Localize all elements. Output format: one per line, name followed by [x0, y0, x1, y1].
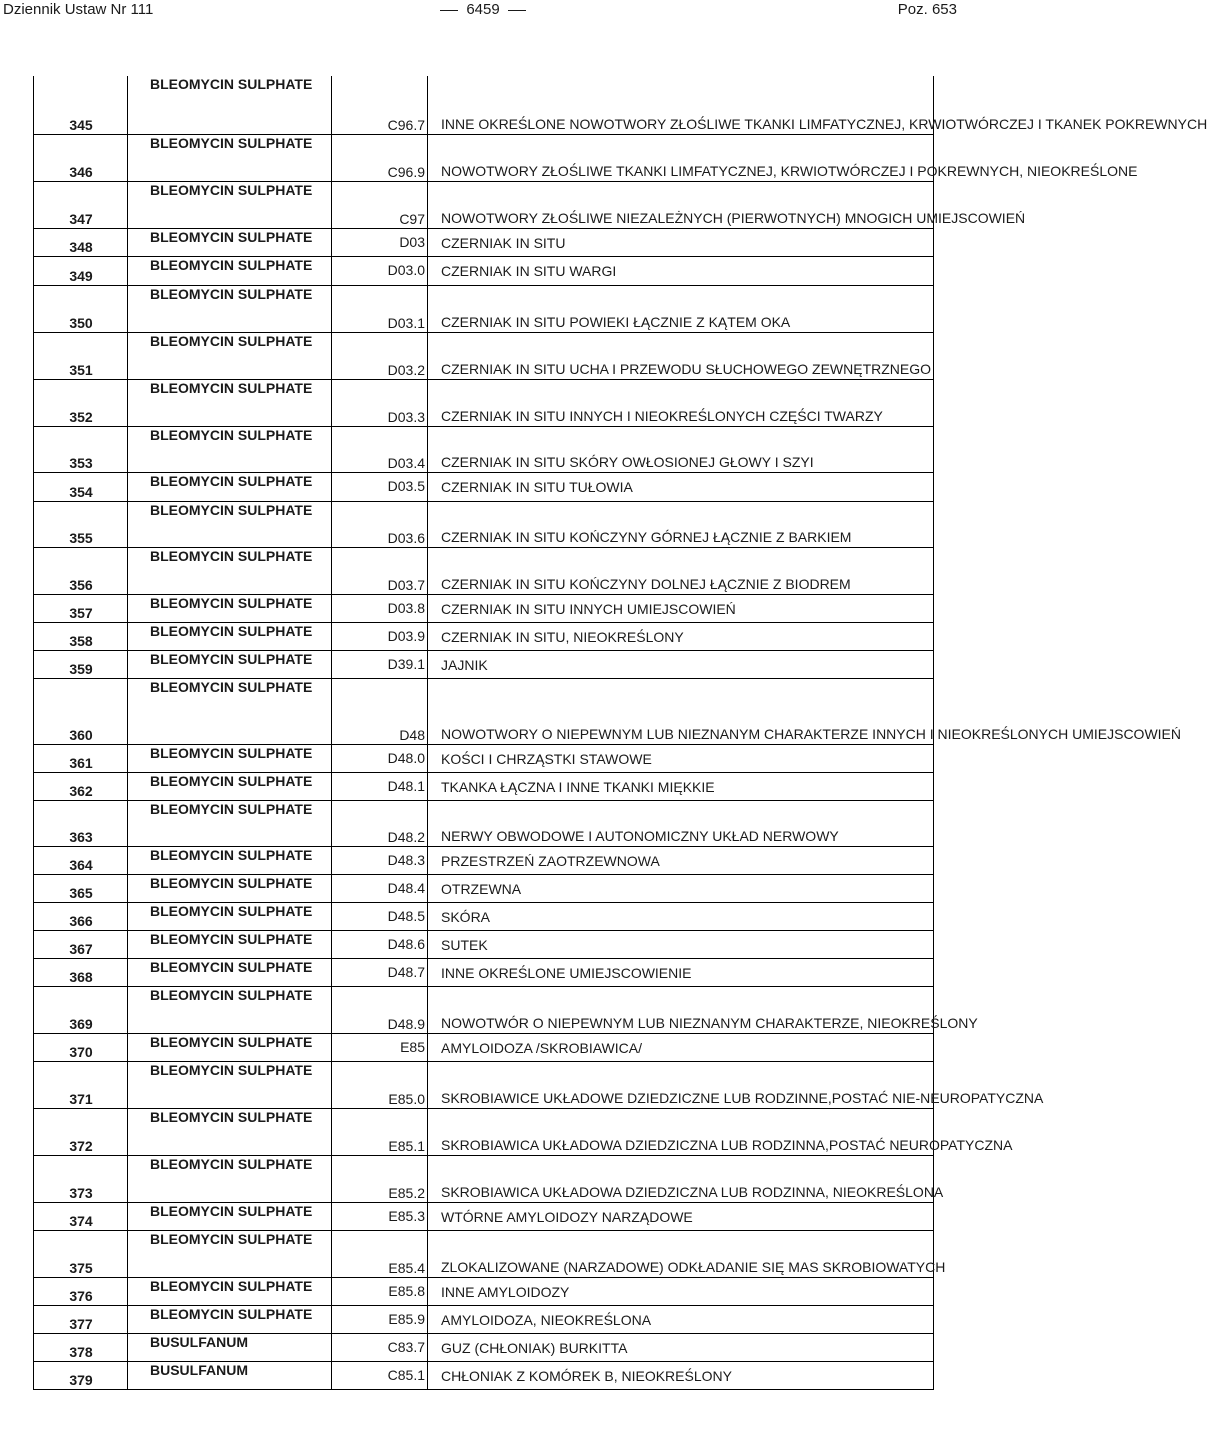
table-row [34, 651, 933, 679]
diagnosis-description: SKROBIAWICE UKŁADOWE DZIEDZICZNE LUB RODZINNE,POSTAĆ NIE-NEUROPATYCZNA [441, 1090, 1044, 1106]
icd-code: D03.5 [387, 478, 425, 494]
drug-name: BLEOMYCIN SULPHATE [150, 1278, 313, 1294]
row-number: 371 [69, 1091, 93, 1107]
diagnosis-description: NOWOTWORY O NIEPEWNYM LUB NIEZNANYM CHARAKTERZE INNYCH I NIEOKREŚLONYCH UMIEJSCOWIEŃ [441, 726, 1181, 742]
drug-name: BLEOMYCIN SULPHATE [150, 135, 313, 151]
drug-name: BLEOMYCIN SULPHATE [150, 745, 313, 761]
diagnosis-description: WTÓRNE AMYLOIDOZY NARZĄDOWE [441, 1209, 693, 1225]
drug-name: BLEOMYCIN SULPHATE [150, 959, 313, 975]
table-row [34, 773, 933, 801]
diagnosis-description: SKROBIAWICA UKŁADOWA DZIEDZICZNA LUB RODZINNA, NIEOKREŚLONA [441, 1184, 944, 1200]
row-number: 361 [69, 755, 93, 771]
diagnosis-description: GUZ (CHŁONIAK) BURKITTA [441, 1340, 628, 1356]
table-row [34, 1334, 933, 1362]
row-number: 351 [69, 362, 93, 378]
table-row [34, 1278, 933, 1306]
icd-code: E85.0 [388, 1091, 425, 1107]
drug-name: BLEOMYCIN SULPHATE [150, 1203, 313, 1219]
drug-name: BLEOMYCIN SULPHATE [150, 987, 313, 1003]
icd-code: D48 [399, 727, 425, 743]
diagnosis-description: INNE OKREŚLONE NOWOTWORY ZŁOŚLIWE TKANKI LIMFATYCZNEJ, KRWIOTWÓRCZEJ I TKANEK POKREWNYCH [441, 116, 1207, 132]
drug-name: BLEOMYCIN SULPHATE [150, 931, 313, 947]
drug-name: BLEOMYCIN SULPHATE [150, 473, 313, 489]
table-row [34, 1109, 1013, 1156]
table-row [34, 1306, 933, 1334]
row-number: 379 [69, 1372, 93, 1388]
diagnosis-description: CZERNIAK IN SITU POWIEKI ŁĄCZNIE Z KĄTEM OKA [441, 314, 791, 330]
table-row [34, 182, 1026, 229]
row-number: 366 [69, 913, 93, 929]
icd-code: E85.8 [388, 1283, 425, 1299]
table-row [34, 135, 1138, 182]
diagnosis-description: AMYLOIDOZA, NIEOKREŚLONA [441, 1312, 652, 1328]
icd-code: E85.2 [388, 1185, 425, 1201]
diagnosis-description: INNE AMYLOIDOZY [441, 1284, 570, 1300]
table-row [34, 903, 933, 931]
table-row [34, 959, 933, 987]
diagnosis-description: CZERNIAK IN SITU KOŃCZYNY GÓRNEJ ŁĄCZNIE Z BARKIEM [441, 529, 852, 545]
table-row [34, 473, 933, 502]
row-number: 365 [69, 885, 93, 901]
drug-name: BLEOMYCIN SULPHATE [150, 623, 313, 639]
diagnosis-description: INNE OKREŚLONE UMIEJSCOWIENIE [441, 965, 692, 981]
row-number: 377 [69, 1316, 93, 1332]
drug-name: BLEOMYCIN SULPHATE [150, 257, 313, 273]
table-row [34, 1156, 944, 1203]
icd-code: D48.1 [387, 778, 425, 794]
column-divider [331, 76, 332, 1390]
drug-name: BLEOMYCIN SULPHATE [150, 875, 313, 891]
diagnosis-description: KOŚCI I CHRZĄSTKI STAWOWE [441, 751, 652, 767]
icd-code: D48.7 [387, 964, 425, 980]
icd-code: D03.4 [387, 455, 425, 471]
icd-code: E85 [400, 1039, 425, 1055]
drug-name: BLEOMYCIN SULPHATE [150, 903, 313, 919]
icd-code: D03 [399, 234, 425, 250]
row-number: 370 [69, 1044, 93, 1060]
table-row [34, 257, 933, 286]
drug-name: BLEOMYCIN SULPHATE [150, 1306, 313, 1322]
icd-code: D03.1 [387, 315, 425, 331]
icd-code: D03.2 [387, 362, 425, 378]
diagnosis-description: CZERNIAK IN SITU INNYCH I NIEOKREŚLONYCH CZĘŚCI TWARZY [441, 408, 883, 424]
diagnosis-description: CZERNIAK IN SITU WARGI [441, 263, 617, 279]
row-number: 378 [69, 1344, 93, 1360]
diagnosis-description: OTRZEWNA [441, 881, 522, 897]
drug-name: BLEOMYCIN SULPHATE [150, 595, 313, 611]
diagnosis-description: CZERNIAK IN SITU, NIEOKREŚLONY [441, 629, 684, 645]
drug-name: BLEOMYCIN SULPHATE [150, 651, 313, 667]
table-row [34, 875, 933, 903]
diagnosis-description: SUTEK [441, 937, 488, 953]
diagnosis-description: CZERNIAK IN SITU KOŃCZYNY DOLNEJ ŁĄCZNIE Z BIODREM [441, 576, 851, 592]
icd-code: E85.4 [388, 1260, 425, 1276]
diagnosis-description: CHŁONIAK Z KOMÓREK B, NIEOKREŚLONY [441, 1368, 732, 1384]
drug-name: BLEOMYCIN SULPHATE [150, 427, 313, 443]
diagnosis-description: NOWOTWÓR O NIEPEWNYM LUB NIEZNANYM CHARAKTERZE, NIEOKREŚLONY [441, 1015, 978, 1031]
icd-code: E85.3 [388, 1208, 425, 1224]
table-row [34, 427, 933, 473]
icd-code: C85.1 [387, 1367, 425, 1383]
icd-code: D48.5 [387, 908, 425, 924]
page-number: 6459 [440, 1, 526, 18]
table-row [34, 1203, 933, 1231]
diagnosis-description: CZERNIAK IN SITU [441, 235, 566, 251]
table-row [34, 847, 933, 875]
diagnosis-description: TKANKA ŁĄCZNA I INNE TKANKI MIĘKKIE [441, 779, 715, 795]
table-row [34, 1362, 933, 1390]
table-row [34, 548, 933, 595]
row-number: 360 [69, 727, 93, 743]
drug-name: BLEOMYCIN SULPHATE [150, 548, 313, 564]
diagnosis-description: CZERNIAK IN SITU SKÓRY OWŁOSIONEJ GŁOWY I SZYI [441, 454, 814, 470]
drug-name: BLEOMYCIN SULPHATE [150, 229, 313, 245]
row-number: 367 [69, 941, 93, 957]
drug-name: BLEOMYCIN SULPHATE [150, 1231, 313, 1247]
journal-title: Dziennik Ustaw Nr 111 [3, 1, 154, 18]
diagnosis-description: SKROBIAWICA UKŁADOWA DZIEDZICZNA LUB RODZINNA,POSTAĆ NEUROPATYCZNA [441, 1137, 1013, 1153]
drug-name: BLEOMYCIN SULPHATE [150, 847, 313, 863]
row-number: 362 [69, 783, 93, 799]
column-divider [427, 76, 428, 1390]
diagnosis-description: CZERNIAK IN SITU INNYCH UMIEJSCOWIEŃ [441, 601, 736, 617]
row-number: 347 [69, 211, 93, 227]
drug-name: BLEOMYCIN SULPHATE [150, 333, 313, 349]
drug-name: BUSULFANUM [150, 1362, 248, 1378]
drug-indication-table [33, 76, 1207, 1390]
diagnosis-description: CZERNIAK IN SITU UCHA I PRZEWODU SŁUCHOWEGO ZEWNĘTRZNEGO [441, 361, 932, 377]
row-number: 346 [69, 164, 93, 180]
drug-name: BUSULFANUM [150, 1334, 248, 1350]
icd-code: D48.6 [387, 936, 425, 952]
table-row [34, 76, 1207, 135]
row-number: 349 [69, 268, 93, 284]
icd-code: D39.1 [387, 656, 425, 672]
row-number: 354 [69, 484, 93, 500]
icd-code: D48.4 [387, 880, 425, 896]
page-header [0, 0, 960, 20]
table-row [34, 1062, 1044, 1109]
icd-code: D03.7 [387, 577, 425, 593]
drug-name: BLEOMYCIN SULPHATE [150, 380, 313, 396]
row-number: 353 [69, 455, 93, 471]
drug-name: BLEOMYCIN SULPHATE [150, 773, 313, 789]
position-number: Poz. 653 [897, 1, 957, 18]
column-divider [127, 76, 128, 1390]
drug-name: BLEOMYCIN SULPHATE [150, 1034, 313, 1050]
icd-code: D48.2 [387, 829, 425, 845]
drug-name: BLEOMYCIN SULPHATE [150, 1109, 313, 1125]
drug-name: BLEOMYCIN SULPHATE [150, 76, 313, 92]
diagnosis-description: PRZESTRZEŃ ZAOTRZEWNOWA [441, 853, 660, 869]
table-row [34, 931, 933, 959]
row-number: 356 [69, 577, 93, 593]
icd-code: D48.0 [387, 750, 425, 766]
icd-code: C97 [399, 211, 425, 227]
diagnosis-description: NOWOTWORY ZŁOŚLIWE NIEZALEŻNYCH (PIERWOTNYCH) MNOGICH UMIEJSCOWIEŃ [441, 210, 1026, 226]
icd-code: D03.8 [387, 600, 425, 616]
row-number: 376 [69, 1288, 93, 1304]
table-row [34, 623, 933, 651]
row-number: 373 [69, 1185, 93, 1201]
diagnosis-description: ZLOKALIZOWANE (NARZADOWE) ODKŁADANIE SIĘ MAS SKROBIOWATYCH [441, 1259, 946, 1275]
row-number: 355 [69, 530, 93, 546]
table-row [34, 333, 933, 380]
icd-code: E85.1 [388, 1138, 425, 1154]
drug-name: BLEOMYCIN SULPHATE [150, 182, 313, 198]
table-row [34, 595, 933, 623]
row-number: 369 [69, 1016, 93, 1032]
icd-code: C96.7 [387, 117, 425, 133]
table-row [34, 679, 1181, 745]
row-number: 348 [69, 239, 93, 255]
diagnosis-description: AMYLOIDOZA /SKROBIAWICA/ [441, 1040, 642, 1056]
diagnosis-description: NOWOTWORY ZŁOŚLIWE TKANKI LIMFATYCZNEJ, KRWIOTWÓRCZEJ I POKREWNYCH, NIEOKREŚLONE [441, 163, 1138, 179]
icd-code: D03.9 [387, 628, 425, 644]
icd-code: D03.3 [387, 409, 425, 425]
table-row [34, 1231, 946, 1278]
icd-code: D48.3 [387, 852, 425, 868]
table-row [34, 987, 978, 1034]
drug-name: BLEOMYCIN SULPHATE [150, 502, 313, 518]
row-number: 364 [69, 857, 93, 873]
icd-code: C96.9 [387, 164, 425, 180]
row-number: 358 [69, 633, 93, 649]
drug-name: BLEOMYCIN SULPHATE [150, 679, 313, 695]
table-row [34, 745, 933, 773]
row-number: 352 [69, 409, 93, 425]
row-number: 363 [69, 829, 93, 845]
icd-code: C83.7 [387, 1339, 425, 1355]
table-row [34, 801, 933, 847]
diagnosis-description: NERWY OBWODOWE I AUTONOMICZNY UKŁAD NERWOWY [441, 828, 839, 844]
row-number: 368 [69, 969, 93, 985]
diagnosis-description: SKÓRA [441, 909, 491, 925]
row-number: 359 [69, 661, 93, 677]
icd-code: D48.9 [387, 1016, 425, 1032]
table-row [34, 380, 933, 427]
table-row [34, 1034, 933, 1062]
drug-name: BLEOMYCIN SULPHATE [150, 286, 313, 302]
table-row [34, 286, 933, 333]
icd-code: D03.6 [387, 530, 425, 546]
drug-name: BLEOMYCIN SULPHATE [150, 1062, 313, 1078]
table-row [34, 229, 933, 257]
drug-name: BLEOMYCIN SULPHATE [150, 1156, 313, 1172]
row-number: 345 [69, 117, 93, 133]
diagnosis-description: CZERNIAK IN SITU TUŁOWIA [441, 479, 633, 495]
row-number: 350 [69, 315, 93, 331]
icd-code: E85.9 [388, 1311, 425, 1327]
row-number: 357 [69, 605, 93, 621]
diagnosis-description: JAJNIK [441, 657, 488, 673]
icd-code: D03.0 [387, 262, 425, 278]
drug-name: BLEOMYCIN SULPHATE [150, 801, 313, 817]
row-number: 374 [69, 1213, 93, 1229]
table-row [34, 502, 933, 548]
row-number: 375 [69, 1260, 93, 1276]
row-number: 372 [69, 1138, 93, 1154]
